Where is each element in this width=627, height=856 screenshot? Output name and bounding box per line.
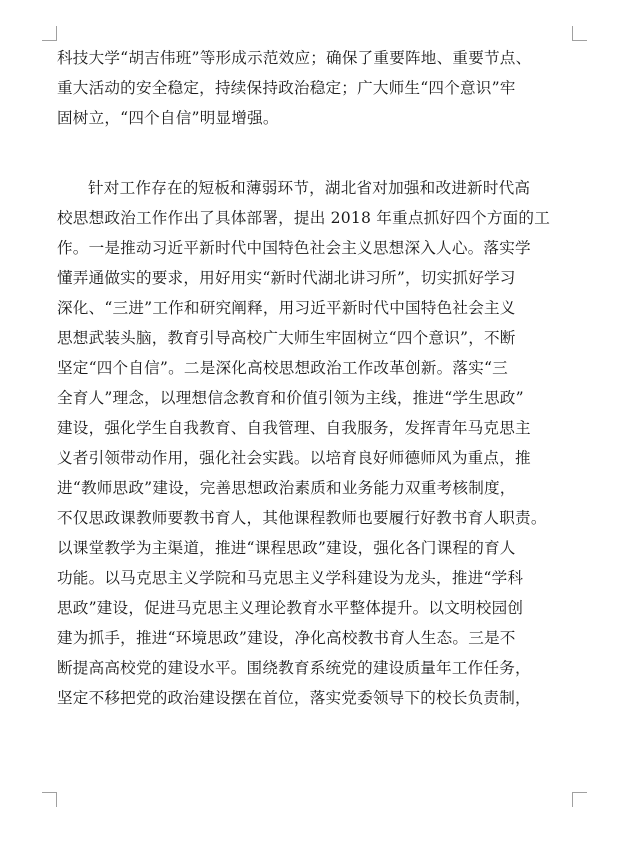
text-line: 进“教师思政”建设，完善思想政治素质和业务能力双重考核制度， xyxy=(57,479,516,497)
text-line: 科技大学“胡吉伟班”等形成示范效应；确保了重要阵地、重要节点、 xyxy=(57,49,532,67)
text-line: 不仅思政课教师要教书育人，其他课程教师也要履行好教书育人职责。 xyxy=(57,509,547,527)
text-line: 作。一是推动习近平新时代中国特色社会主义思想深入人心。落实学 xyxy=(57,239,531,257)
text-line: 重大活动的安全稳定，持续保持政治稳定；广大师生“四个意识”牢 xyxy=(57,79,516,97)
text-line: 建为抓手，推进“环境思政”建设，净化高校教书育人生态。三是不 xyxy=(57,629,516,647)
text-line: 思想武装头脑，教育引导高校广大师生牢固树立“四个意识”，不断 xyxy=(57,329,516,347)
text-line: 以课堂教学为主渠道，推进“课程思政”建设，强化各门课程的育人 xyxy=(57,539,516,557)
text-line: 坚定不移把党的政治建设摆在首位，落实党委领导下的校长负责制， xyxy=(57,689,531,707)
margin-mark-top-right xyxy=(572,26,587,41)
text-line: 针对工作存在的短板和薄弱环节，湖北省对加强和改进新时代高 xyxy=(88,179,531,197)
document-body xyxy=(57,43,577,713)
text-line: 断提高高校党的建设水平。围绕教育系统党的建设质量年工作任务， xyxy=(57,659,531,677)
text-line: 深化、“三进”工作和研究阐释，用习近平新时代中国特色社会主义 xyxy=(57,299,516,317)
text-line: 建设，强化学生自我教育、自我管理、自我服务，发挥青年马克思主 xyxy=(57,419,531,437)
paragraph-spacing xyxy=(57,133,577,173)
text-line: 义者引领带动作用，强化社会实践。以培育良好师德师风为重点，推 xyxy=(57,449,531,467)
text-line: 功能。以马克思主义学院和马克思主义学科建设为龙头，推进“学科 xyxy=(57,569,524,587)
margin-mark-bottom-right xyxy=(572,792,587,807)
margin-mark-bottom-left xyxy=(42,792,57,807)
text-line: 固树立，“四个自信”明显增强。 xyxy=(57,109,279,127)
text-line: 思政”建设，促进马克思主义理论教育水平整体提升。以文明校园创 xyxy=(57,599,524,617)
text-line: 全育人”理念，以理想信念教育和价值引领为主线，推进“学生思政” xyxy=(57,389,524,407)
text-line: 坚定“四个自信”。二是深化高校思想政治工作改革创新。落实“三 xyxy=(57,359,508,377)
margin-mark-top-left xyxy=(42,26,57,41)
text-line: 懂弄通做实的要求，用好用实“新时代湖北讲习所”，切实抓好学习 xyxy=(57,269,516,287)
paragraph-1 xyxy=(57,43,577,133)
text-line: 校思想政治工作作出了具体部署，提出 2018 年重点抓好四个方面的工 xyxy=(57,209,551,227)
paragraph-2 xyxy=(57,173,577,713)
